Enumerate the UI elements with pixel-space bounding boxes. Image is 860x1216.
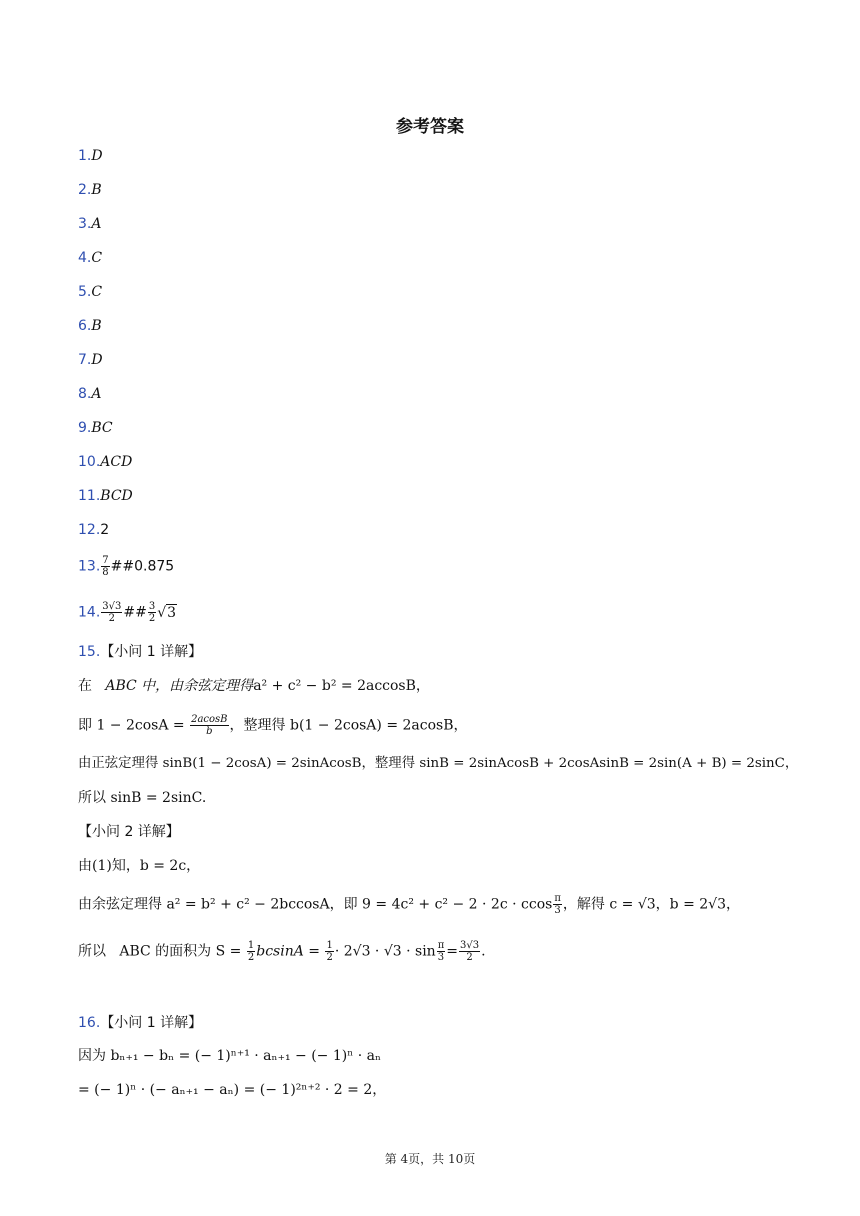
text: 在 xyxy=(78,678,97,694)
q15-line-1 xyxy=(78,676,430,696)
answer-number: 8. xyxy=(78,386,92,402)
fraction-denominator: 3 xyxy=(554,905,561,916)
fraction-numerator: 2acosB xyxy=(191,714,228,725)
formula: 由余弦定理得 a² = b² + c² − 2bccosA，即 9 = 4c² + c² − 2 · 2c · ccos xyxy=(78,896,553,913)
q15-line-3: 由正弦定理得 sinB(1 − 2cosA) = 2sinAcosB，整理得 sinB = 2sinAcosB + 2cosAsinB = 2sin(A + B) = 2sinC， xyxy=(78,756,799,771)
answer-number: 12. xyxy=(78,522,101,538)
answer-value: C xyxy=(91,250,103,266)
part-heading: 【小问 2 详解】 xyxy=(78,824,180,840)
fraction-numerator: 3√3 xyxy=(460,940,480,951)
part-heading: 【小问 1 详解】 xyxy=(100,1015,203,1031)
answer-value: B xyxy=(91,182,102,198)
answer-5 xyxy=(78,282,102,302)
fraction xyxy=(459,940,480,963)
fraction-numerator: 7 xyxy=(102,555,109,566)
fraction-denominator: 2 xyxy=(326,952,333,963)
answer-7 xyxy=(78,350,103,370)
answer-11 xyxy=(78,486,133,506)
formula: · 2√3 · √3 · sin xyxy=(334,943,436,960)
formula: a² + c² − b² = 2accosB， xyxy=(253,678,430,694)
q16-line-1: 因为 bₙ₊₁ − bₙ = (− 1)ⁿ⁺¹ · aₙ₊₁ − (− 1)ⁿ · aₙ xyxy=(78,1048,382,1064)
answer-6 xyxy=(78,316,102,336)
answer-rest: ##0.875 xyxy=(110,558,175,575)
q16-line-2: = (− 1)ⁿ · (− aₙ₊₁ − aₙ) = (− 1)²ⁿ⁺² · 2 = 2， xyxy=(78,1082,387,1098)
answer-value: D xyxy=(91,148,103,164)
answer-value: D xyxy=(91,352,103,368)
question-number: 16. xyxy=(78,1015,101,1031)
answer-value: C xyxy=(91,284,103,300)
sqrt: √3 xyxy=(157,604,177,621)
formula: = xyxy=(446,943,458,960)
answer-3 xyxy=(78,214,101,234)
answer-number: 4. xyxy=(78,250,92,266)
answer-2 xyxy=(78,180,102,200)
fraction-denominator: 8 xyxy=(102,567,109,578)
answer-value: BC xyxy=(91,420,113,436)
formula: . xyxy=(481,943,486,960)
fraction-denominator: b xyxy=(206,726,213,737)
fraction-denominator: 3 xyxy=(437,952,445,963)
answer-value: A xyxy=(91,216,102,232)
fraction-numerator: π xyxy=(554,893,561,904)
answer-value: 2 xyxy=(100,522,110,538)
fraction-denominator: 2 xyxy=(148,613,156,624)
fraction-numerator: 3√3 xyxy=(102,601,122,612)
fraction xyxy=(190,714,228,737)
fraction xyxy=(148,601,156,624)
answer-number: 13. xyxy=(78,558,101,575)
formula: ，整理得 b(1 − 2cosA) = 2acosB， xyxy=(229,717,468,734)
answer-13 xyxy=(78,555,174,578)
formula: ，解得 c = √3，b = 2√3， xyxy=(562,896,740,913)
answer-number: 6. xyxy=(78,318,92,334)
separator: ## xyxy=(123,604,147,621)
page-title: 参考答案 xyxy=(396,117,464,137)
answer-number: 14. xyxy=(78,604,101,621)
answer-value: BCD xyxy=(100,488,133,504)
answer-10 xyxy=(78,452,132,472)
radicand: 3 xyxy=(167,604,177,621)
q15-line-2 xyxy=(78,714,468,737)
part-heading: 【小问 1 详解】 xyxy=(100,644,203,660)
fraction xyxy=(437,940,446,963)
fraction-numerator: 1 xyxy=(326,940,333,951)
text: 所以 xyxy=(78,943,111,960)
fraction xyxy=(101,601,122,624)
answer-number: 7. xyxy=(78,352,92,368)
q15-line-7 xyxy=(78,940,486,963)
answer-1 xyxy=(78,146,103,166)
answer-value: B xyxy=(91,318,102,334)
fraction-numerator: 3 xyxy=(148,601,156,612)
formula: bcsinA = xyxy=(256,943,325,960)
answer-9 xyxy=(78,418,113,438)
q15-heading xyxy=(78,642,202,662)
answer-4 xyxy=(78,248,102,268)
fraction-denominator: 2 xyxy=(108,613,115,624)
answer-number: 9. xyxy=(78,420,92,436)
formula: 即 1 − 2cosA = xyxy=(78,717,190,734)
answer-12 xyxy=(78,520,109,540)
q15-part2-heading xyxy=(78,822,180,842)
answer-number: 5. xyxy=(78,284,92,300)
fraction-numerator: 1 xyxy=(247,940,255,951)
q16-heading xyxy=(78,1013,202,1033)
answer-8 xyxy=(78,384,101,404)
fraction xyxy=(247,940,255,963)
fraction-denominator: 2 xyxy=(247,952,255,963)
answer-14 xyxy=(78,601,177,624)
answer-number: 10. xyxy=(78,454,101,470)
fraction xyxy=(101,555,109,578)
formula: ABC 的面积为 S = xyxy=(119,943,246,960)
question-number: 15. xyxy=(78,644,101,660)
answer-number: 1. xyxy=(78,148,92,164)
fraction xyxy=(553,893,562,916)
answer-number: 11. xyxy=(78,488,101,504)
answer-number: 3. xyxy=(78,216,92,232)
text: ABC 中，由余弦定理得 xyxy=(105,678,254,694)
answer-number: 2. xyxy=(78,182,92,198)
q15-line-5: 由(1)知，b = 2c， xyxy=(78,858,201,874)
answer-value: ACD xyxy=(100,454,133,470)
fraction-denominator: 2 xyxy=(466,952,473,963)
q15-line-4: 所以 sinB = 2sinC. xyxy=(78,790,207,806)
fraction xyxy=(325,940,333,963)
fraction-numerator: π xyxy=(437,940,445,951)
q15-line-6 xyxy=(78,893,740,916)
answer-value: A xyxy=(91,386,102,402)
page-footer: 第 4页，共 10页 xyxy=(384,1152,476,1166)
